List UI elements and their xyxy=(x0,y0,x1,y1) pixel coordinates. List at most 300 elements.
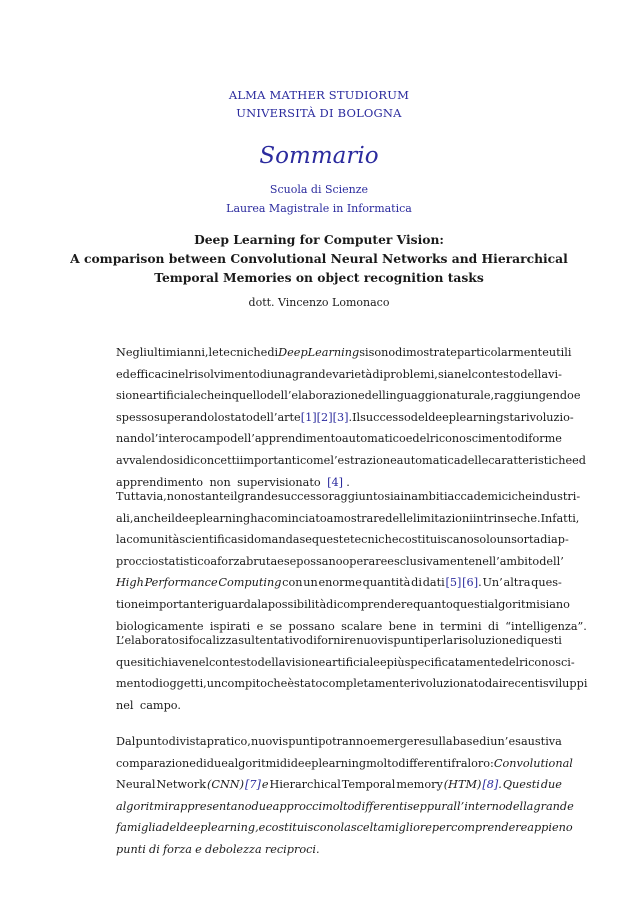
word: di xyxy=(151,677,163,691)
word: tecniche xyxy=(349,533,399,547)
word: Network xyxy=(156,778,207,792)
word: in xyxy=(422,619,434,633)
word: sia xyxy=(437,367,455,381)
word: del xyxy=(364,389,383,403)
word: un’ xyxy=(490,735,509,748)
word: di xyxy=(479,735,491,748)
word: più xyxy=(386,655,405,669)
word: concetti xyxy=(193,453,240,467)
word: accademici xyxy=(447,490,512,503)
word: statistico xyxy=(158,554,211,568)
word: queste xyxy=(311,533,350,547)
word: industri- xyxy=(531,490,581,503)
word: non xyxy=(209,475,231,489)
word: di xyxy=(540,533,552,547)
word: del xyxy=(410,410,429,424)
word: contesto xyxy=(471,367,521,381)
paragraph-line xyxy=(116,839,562,861)
word: Negli xyxy=(116,346,147,359)
word: una xyxy=(270,367,292,381)
word: ed xyxy=(116,367,130,381)
paragraph-line xyxy=(116,508,580,530)
word: successo xyxy=(277,490,329,503)
word: due xyxy=(540,778,562,792)
word: come xyxy=(299,453,331,467)
word: Neural xyxy=(116,778,156,792)
word: spunti xyxy=(282,735,319,748)
word: dimostrate xyxy=(395,346,457,359)
word: e xyxy=(258,821,266,835)
word: grande xyxy=(533,799,574,813)
word: [3]. xyxy=(332,410,353,424)
word: siano xyxy=(539,597,570,611)
word: la xyxy=(257,597,268,611)
word: deep xyxy=(290,756,319,770)
word: riconoscimento xyxy=(429,432,518,446)
paragraph-line xyxy=(116,774,562,796)
word: limitazioni xyxy=(412,511,473,525)
word: sono xyxy=(368,346,396,359)
word: Deep xyxy=(278,346,308,359)
word: seppur xyxy=(407,799,447,813)
word: linguaggio xyxy=(382,389,443,403)
word: base xyxy=(452,735,480,748)
word: questi xyxy=(526,634,562,647)
word: lo xyxy=(214,410,225,424)
word: compito xyxy=(221,677,268,691)
word: importante xyxy=(144,597,209,611)
word: importanti xyxy=(239,453,300,467)
word: scelta xyxy=(350,821,385,835)
word: ultimi xyxy=(146,346,181,359)
word: dati xyxy=(422,576,445,590)
word: si xyxy=(237,533,247,547)
word: sul xyxy=(238,634,255,647)
word: anche xyxy=(133,511,168,525)
word: punto xyxy=(135,735,169,748)
word: problemi, xyxy=(383,367,438,381)
paragraph-line xyxy=(116,551,562,573)
word: pratico, xyxy=(206,735,251,748)
paragraph-line xyxy=(116,753,573,775)
word: ha xyxy=(250,511,265,525)
university-name-line1: ALMA MATHER STUDIORUM xyxy=(228,88,410,102)
word: proccio xyxy=(116,554,159,568)
word: e xyxy=(195,842,202,856)
word: tecniche xyxy=(218,346,268,359)
paragraph-line xyxy=(116,385,581,407)
word: bruta xyxy=(246,554,278,568)
word: della xyxy=(505,799,534,813)
word: Performance xyxy=(144,576,218,590)
word: di xyxy=(182,453,194,467)
word: rivoluzio- xyxy=(520,410,574,424)
word: quantità xyxy=(362,576,411,590)
word: due xyxy=(251,799,273,813)
word: Learning xyxy=(307,346,360,359)
section-title: Sommario xyxy=(259,143,379,169)
word: esclusivamente xyxy=(387,554,476,568)
word: di xyxy=(149,842,160,856)
word: algoritmi xyxy=(487,597,540,611)
word: di xyxy=(515,634,527,647)
word: si xyxy=(178,634,189,647)
word: nonostante xyxy=(166,490,231,503)
word: vi- xyxy=(548,367,562,381)
word: dell’arte xyxy=(252,410,301,424)
word: algoritmi xyxy=(227,756,280,770)
word: quello xyxy=(231,389,267,403)
word: sorta xyxy=(511,533,541,547)
word: approcci xyxy=(272,799,323,813)
word: questi xyxy=(452,597,488,611)
word: raggiungendo xyxy=(494,389,574,403)
word: e xyxy=(573,389,581,403)
word: comprendere xyxy=(336,597,414,611)
word: la xyxy=(116,533,127,547)
word: campo xyxy=(192,432,231,446)
word: l’ xyxy=(330,453,338,467)
word: Dal xyxy=(116,735,136,748)
word: rappresentano xyxy=(168,799,252,813)
paragraph-line xyxy=(116,428,562,450)
word: il xyxy=(230,490,238,503)
word: risolvimento xyxy=(188,367,260,381)
paragraph-line xyxy=(116,630,562,652)
paragraph-line xyxy=(116,731,562,753)
paragraph-line xyxy=(116,407,574,429)
word: Computing xyxy=(218,576,282,590)
word: domanda xyxy=(246,533,300,547)
word: a xyxy=(326,511,334,525)
word: [8]. xyxy=(482,778,502,792)
word: sulla xyxy=(425,735,453,748)
word: Tuttavia, xyxy=(116,490,167,503)
word: riconosci- xyxy=(519,655,575,669)
word: solo xyxy=(473,533,497,547)
word: ques- xyxy=(531,576,562,590)
word: fra xyxy=(451,756,468,770)
word: dell’ xyxy=(230,432,255,446)
word: famiglia xyxy=(116,821,163,835)
word: e xyxy=(405,432,413,446)
word: costituiscano xyxy=(398,533,474,547)
word: di xyxy=(279,756,291,770)
word: scalare xyxy=(341,619,383,633)
word: di xyxy=(168,735,180,748)
word: (CNN) xyxy=(206,778,245,792)
paragraph-line xyxy=(116,529,569,551)
word: la xyxy=(442,634,454,647)
word: stato xyxy=(224,410,253,424)
word: di xyxy=(306,634,317,647)
word: due xyxy=(206,756,228,770)
word: [2] xyxy=(316,410,333,424)
word: riguarda xyxy=(208,597,258,611)
word: quanto xyxy=(413,597,453,611)
word: Infatti, xyxy=(540,511,580,525)
word: delle xyxy=(460,453,489,467)
word: mostrare xyxy=(333,511,386,525)
word: Questi xyxy=(502,778,540,792)
abstract-paragraph-1 xyxy=(116,342,586,493)
paragraph-line xyxy=(116,364,562,386)
word: loro: xyxy=(467,756,494,770)
word: mento xyxy=(116,677,152,691)
abstract-paragraph-4 xyxy=(116,731,574,861)
word: della xyxy=(520,367,549,381)
word: raggiunto xyxy=(328,490,385,503)
word: la xyxy=(340,821,351,835)
word: ali, xyxy=(116,511,134,525)
word: nel xyxy=(116,698,134,712)
word: ap- xyxy=(551,533,569,547)
word: comprendere xyxy=(451,821,528,835)
word: Il xyxy=(352,410,361,424)
word: se xyxy=(283,554,297,568)
word: nel xyxy=(171,367,189,381)
word: di xyxy=(195,756,207,770)
paragraph-line xyxy=(116,695,562,717)
word: elaborazione xyxy=(291,389,365,403)
word: “intelligenza”. xyxy=(505,619,587,633)
paragraph-line xyxy=(116,817,573,839)
word: le xyxy=(208,346,219,359)
word: il xyxy=(167,511,175,525)
word: campo. xyxy=(139,698,181,712)
word: varietà xyxy=(332,367,373,381)
word: differenti xyxy=(398,756,452,770)
word: avvalendosi xyxy=(116,453,183,467)
word: deep xyxy=(428,410,456,424)
word: chiave xyxy=(154,655,192,669)
word: automatico xyxy=(341,432,406,446)
word: spesso xyxy=(116,410,154,424)
university-name-line2: UNIVERSITÀ DI BOLOGNA xyxy=(236,106,402,120)
word: ispirati xyxy=(209,619,251,633)
word: [5] xyxy=(445,576,462,590)
word: nell’ambito xyxy=(475,554,540,568)
word: per xyxy=(431,821,452,835)
word: possano xyxy=(288,619,335,633)
word: Un’ xyxy=(482,576,503,590)
word: punti xyxy=(116,842,146,856)
word: L’ xyxy=(116,634,125,647)
word: [6]. xyxy=(462,576,482,590)
school-name: Scuola di Scienze xyxy=(269,183,369,196)
word: Convolutional xyxy=(493,756,573,770)
word: un xyxy=(303,576,318,590)
word: successo xyxy=(360,410,411,424)
word: tione xyxy=(116,597,145,611)
word: è xyxy=(287,677,294,691)
word: superando xyxy=(153,410,215,424)
word: e xyxy=(256,619,264,633)
word: apprendimento xyxy=(254,432,342,446)
word: un xyxy=(496,533,512,547)
word: grande xyxy=(237,490,278,503)
word: a xyxy=(210,554,218,568)
word: algoritmi xyxy=(116,799,169,813)
word: forza xyxy=(217,554,247,568)
word: reciproci. xyxy=(264,842,320,856)
paragraph-line xyxy=(116,450,586,472)
word: un xyxy=(206,677,222,691)
word: specificatamente xyxy=(404,655,502,669)
word: deep xyxy=(174,511,203,525)
word: dai xyxy=(484,677,503,691)
word: nuovi xyxy=(251,735,283,748)
word: cominciato xyxy=(264,511,327,525)
word: altra xyxy=(503,576,531,590)
paragraph-line xyxy=(116,796,574,818)
word: fornire xyxy=(316,634,357,647)
word: bene xyxy=(388,619,417,633)
word: completamente xyxy=(322,677,411,691)
word: in xyxy=(220,389,232,403)
word: vista xyxy=(179,735,207,748)
word: learning, xyxy=(207,821,259,835)
word: all’interno xyxy=(446,799,506,813)
word: di xyxy=(326,597,337,611)
word: potranno xyxy=(318,735,371,748)
word: elaborato xyxy=(124,634,179,647)
degree-name: Laurea Magistrale in Informatica xyxy=(226,202,412,215)
word: naturale, xyxy=(442,389,495,403)
word: intrinseche. xyxy=(472,511,541,525)
word: comparazione xyxy=(116,756,196,770)
word: di xyxy=(267,346,279,359)
word: di xyxy=(372,367,384,381)
word: esaustiva xyxy=(508,735,562,748)
word: artificiale xyxy=(146,389,201,403)
word: stato xyxy=(293,677,323,691)
thesis-title-line2: A comparison between Convolutional Neural Networks and Hierarchical xyxy=(70,251,568,266)
word: efficaci xyxy=(129,367,172,381)
word: delle xyxy=(385,511,413,525)
word: deep xyxy=(179,821,208,835)
word: ambiti xyxy=(411,490,448,503)
word: sia xyxy=(384,490,401,503)
abstract-paragraph-2 xyxy=(116,486,587,637)
word: che xyxy=(200,389,221,403)
paragraph-line xyxy=(116,594,570,616)
word: che xyxy=(267,677,288,691)
word: operare xyxy=(342,554,388,568)
word: di xyxy=(517,432,529,446)
word: focalizza xyxy=(188,634,239,647)
word: tentativo xyxy=(255,634,306,647)
word: di xyxy=(259,367,271,381)
word: di xyxy=(411,576,422,590)
word: costituiscono xyxy=(265,821,341,835)
word: emergere xyxy=(370,735,426,748)
word: [1] xyxy=(300,410,317,424)
abstract-paragraph-3 xyxy=(116,630,588,716)
word: molto xyxy=(322,799,355,813)
word: memory xyxy=(396,778,443,792)
word: e xyxy=(277,554,284,568)
word: enorme xyxy=(318,576,362,590)
paragraph-line xyxy=(116,673,588,695)
word: estrazione xyxy=(337,453,397,467)
word: Temporal xyxy=(341,778,396,792)
word: Hierarchical xyxy=(269,778,341,792)
word: del xyxy=(162,821,180,835)
word: nel xyxy=(454,367,472,381)
word: sione xyxy=(116,389,147,403)
thesis-title-line3: Temporal Memories on object recognition tasks xyxy=(154,270,484,285)
word: con xyxy=(282,576,303,590)
word: supervisionato xyxy=(237,475,321,489)
word: risoluzione xyxy=(453,634,516,647)
word: utili xyxy=(548,346,572,359)
word: [4] . xyxy=(327,475,350,489)
word: se xyxy=(299,533,312,547)
word: nel xyxy=(191,655,209,669)
word: biologicamente xyxy=(116,619,204,633)
word: recenti xyxy=(502,677,543,691)
word: contesto xyxy=(209,655,258,669)
word: possibilità xyxy=(267,597,327,611)
word: di xyxy=(488,619,499,633)
word: e xyxy=(379,655,387,669)
word: del xyxy=(501,655,520,669)
word: comunità xyxy=(126,533,180,547)
word: che xyxy=(511,490,532,503)
word: scientifica xyxy=(179,533,238,547)
paragraph-line xyxy=(116,652,575,674)
word: nuovi xyxy=(356,634,388,647)
word: debolezza xyxy=(205,842,262,856)
word: ed xyxy=(572,453,586,467)
thesis-title-line1: Deep Learning for Computer Vision: xyxy=(194,232,444,247)
word: learning xyxy=(455,410,504,424)
word: appieno xyxy=(527,821,573,835)
word: possano xyxy=(296,554,343,568)
paragraph-line xyxy=(116,342,572,364)
word: forza xyxy=(163,842,192,856)
word: automatica xyxy=(396,453,461,467)
word: l’intero xyxy=(151,432,193,446)
word: spunti xyxy=(387,634,424,647)
word: [7] xyxy=(245,778,261,792)
word: sviluppi xyxy=(542,677,588,691)
paragraph-line xyxy=(116,572,562,594)
word: apprendimento xyxy=(116,475,204,489)
word: in xyxy=(400,490,412,503)
word: rivoluzionato xyxy=(410,677,485,691)
word: e xyxy=(261,778,269,792)
paragraph-line xyxy=(116,486,581,508)
word: quesiti xyxy=(116,655,155,669)
word: della xyxy=(257,655,286,669)
word: (HTM) xyxy=(443,778,482,792)
word: learning xyxy=(202,511,251,525)
word: per xyxy=(423,634,443,647)
word: se xyxy=(269,619,283,633)
word: si xyxy=(359,346,369,359)
word: visione xyxy=(285,655,326,669)
word: oggetti, xyxy=(162,677,207,691)
word: nando xyxy=(116,432,152,446)
word: particolarmente xyxy=(456,346,549,359)
word: migliore xyxy=(384,821,432,835)
word: artificiale xyxy=(325,655,380,669)
word: learning xyxy=(318,756,367,770)
word: High xyxy=(116,576,144,590)
word: molto xyxy=(366,756,399,770)
